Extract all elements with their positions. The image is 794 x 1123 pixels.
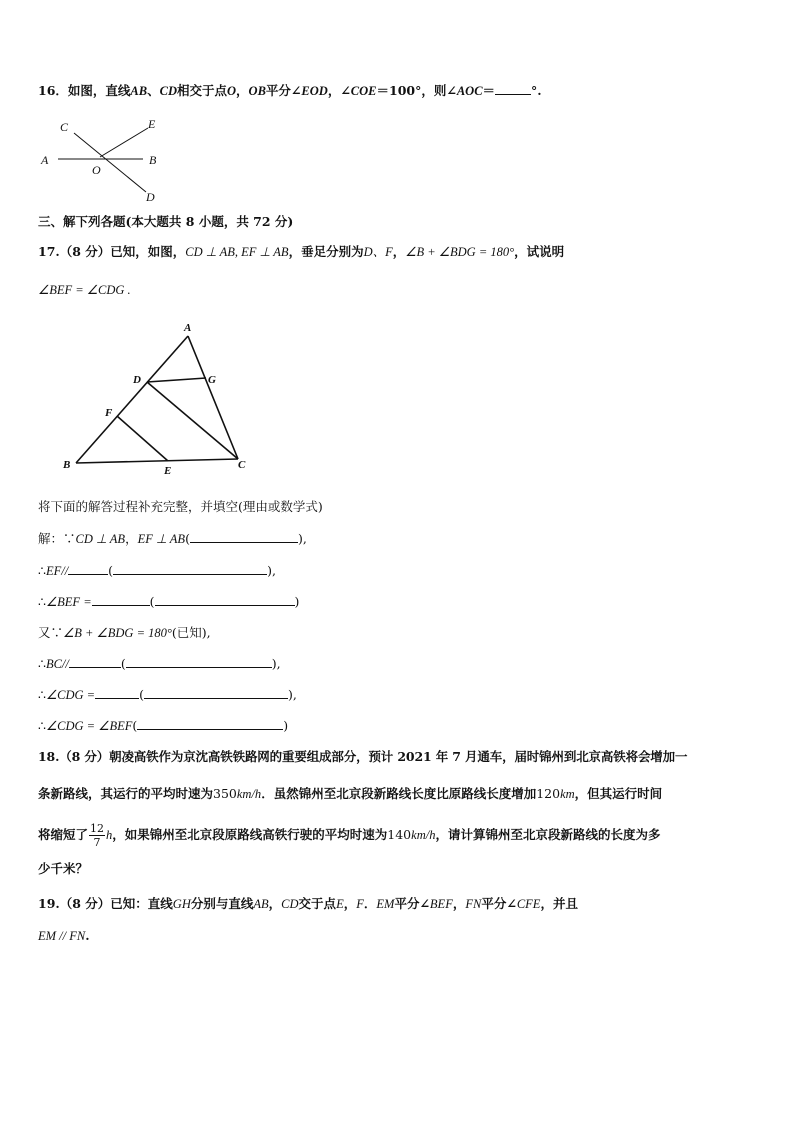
q17-step-3: ∴∠BEF = ( ): [38, 594, 300, 609]
segment-dc: [147, 382, 238, 459]
q17-step-2: ∴EF// ( ),: [38, 563, 276, 578]
label-e: E: [148, 117, 156, 131]
label-o: O: [92, 163, 101, 177]
side-ab: [76, 336, 188, 463]
ray-oe: [100, 128, 148, 157]
q18-fraction: $\frac{12}{7}$: [90, 822, 105, 849]
q17-expr-6-blank[interactable]: [95, 686, 139, 699]
label-b: B: [63, 459, 71, 471]
label-a: A: [184, 322, 192, 334]
q16-answer-blank[interactable]: [495, 82, 531, 95]
label-c: C: [238, 459, 246, 471]
label-e: E: [164, 465, 172, 477]
side-bc: [76, 459, 238, 463]
q16-stem: 16．如图，直线AB、CD相交于点O，OB平分∠EOD，∠COE＝100°，则∠AOC＝ °.: [38, 83, 542, 98]
q17-reason-5-blank[interactable]: [126, 655, 272, 668]
q17-instruction: 将下面的解答过程补充完整，并填空(理由或数学式): [38, 499, 323, 514]
label-c: C: [60, 120, 69, 134]
q17-stem: 17.（8 分）已知，如图，CD ⊥ AB, EF ⊥ AB，垂足分别为D、F，∠B + ∠BDG = 180°，试说明: [38, 244, 565, 259]
side-ac: [188, 336, 238, 459]
q17-reason-2-blank[interactable]: [113, 562, 267, 575]
q17-step-5: ∴BC// ( ),: [38, 656, 281, 671]
q17-step-4: 又∵∠B + ∠BDG = 180°(已知),: [38, 625, 211, 640]
q17-step-6: ∴∠CDG = ( ),: [38, 687, 297, 702]
q19-line-1: 19.（8 分）已知：直线GH分别与直线AB，CD交于点E，F．EM平分∠BEF，FN平分∠CFE，并且: [38, 896, 578, 911]
q17-reason-6-blank[interactable]: [144, 686, 288, 699]
section-3-title: 三、解下列各题(本大题共 8 小题，共 72 分): [38, 214, 294, 229]
label-b: B: [149, 153, 157, 167]
q17-expr-5-blank[interactable]: [69, 655, 121, 668]
q17-stem-line2: ∠BEF = ∠CDG .: [38, 283, 131, 297]
q16-figure: [38, 116, 178, 206]
line-cd: [74, 133, 146, 192]
q17-reason-3-blank[interactable]: [155, 593, 295, 606]
label-g: G: [208, 374, 216, 386]
segment-fe: [117, 416, 168, 461]
q19-line-2: EM // FN.: [38, 928, 90, 943]
q17-reason-7-blank[interactable]: [137, 717, 283, 730]
q17-expr-3-blank[interactable]: [92, 593, 150, 606]
label-f: F: [105, 407, 113, 419]
q17-step-7: ∴∠CDG = ∠BEF( ): [38, 718, 289, 733]
label-d: D: [133, 374, 141, 386]
label-a: A: [41, 153, 49, 167]
q18-line-4: 少千米？: [38, 861, 89, 876]
q18-line-3: 将缩短了 $\frac{12}{7}$ h，如果锦州至北京段原路线高铁行驶的平均时速为140km/h，请计算锦州至北京段新路线的长度为多: [38, 822, 661, 849]
q18-line-2: 条新路线，其运行的平均时速为350km/h．虽然锦州至北京段新路线长度比原路线长度增加120km，但其运行时间: [38, 786, 663, 801]
q17-figure: [60, 320, 280, 480]
q18-line-1: 18.（8 分）朝凌高铁作为京沈高铁铁路网的重要组成部分，预计 2021 年 7 月通车，届时锦州到北京高铁将会增加一: [38, 749, 688, 764]
segment-dg: [147, 378, 206, 382]
q17-expr-2-blank[interactable]: [68, 562, 108, 575]
q17-step-1: 解：∵CD ⊥ AB，EF ⊥ AB( ),: [38, 531, 307, 546]
q17-reason-1-blank[interactable]: [190, 530, 298, 543]
label-d: D: [146, 190, 155, 204]
